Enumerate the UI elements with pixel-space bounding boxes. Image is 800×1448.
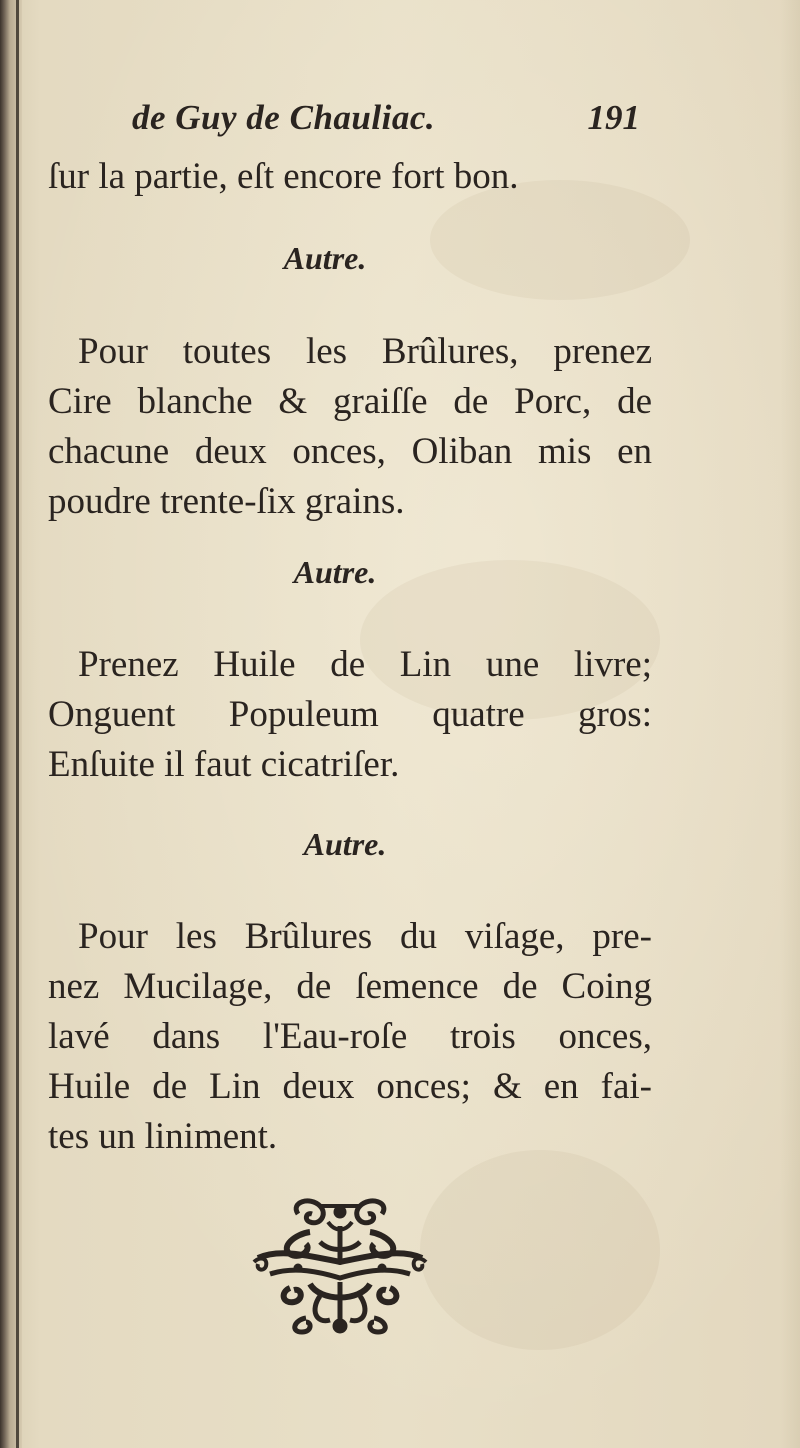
tailpiece-ornament-icon — [250, 1192, 430, 1337]
text-line: poudre trente-ſix grains. — [48, 481, 405, 522]
text-line: Pour toutes les Brûlures, prenez — [78, 331, 652, 372]
paragraph — [48, 327, 652, 527]
text-line: Cire blanche & graiſſe de Porc, de — [48, 381, 652, 422]
running-head: de Guy de Chauliac. — [132, 98, 436, 137]
paragraph — [48, 640, 652, 790]
page-header — [132, 98, 652, 148]
text-line: nez Mucilage, de ſemence de Coing — [48, 966, 652, 1007]
section-heading: Autre. — [283, 240, 367, 276]
text-line: Pour les Brûlures du viſage, pre- — [78, 916, 652, 957]
paper-stain — [420, 1150, 660, 1350]
text-line: tes un liniment. — [48, 1116, 278, 1157]
section-heading: Autre. — [293, 554, 377, 590]
spine-edge — [16, 0, 19, 1448]
text-line: ſur la partie, eſt encore fort bon. — [48, 156, 519, 197]
text-line: lavé dans l'Eau-roſe trois onces, — [48, 1016, 652, 1057]
text-line: Onguent Populeum quatre gros: — [48, 694, 652, 735]
section-heading: Autre. — [303, 826, 387, 862]
text-line: Prenez Huile de Lin une livre; — [78, 644, 652, 685]
paragraph — [48, 912, 652, 1162]
text-line: Huile de Lin deux onces; & en fai- — [48, 1066, 652, 1107]
page-number: 191 — [587, 98, 640, 137]
text-block — [48, 152, 652, 202]
text-line: chacune deux onces, Oliban mis en — [48, 431, 652, 472]
text-line: Enſuite il faut cicatriſer. — [48, 744, 400, 785]
